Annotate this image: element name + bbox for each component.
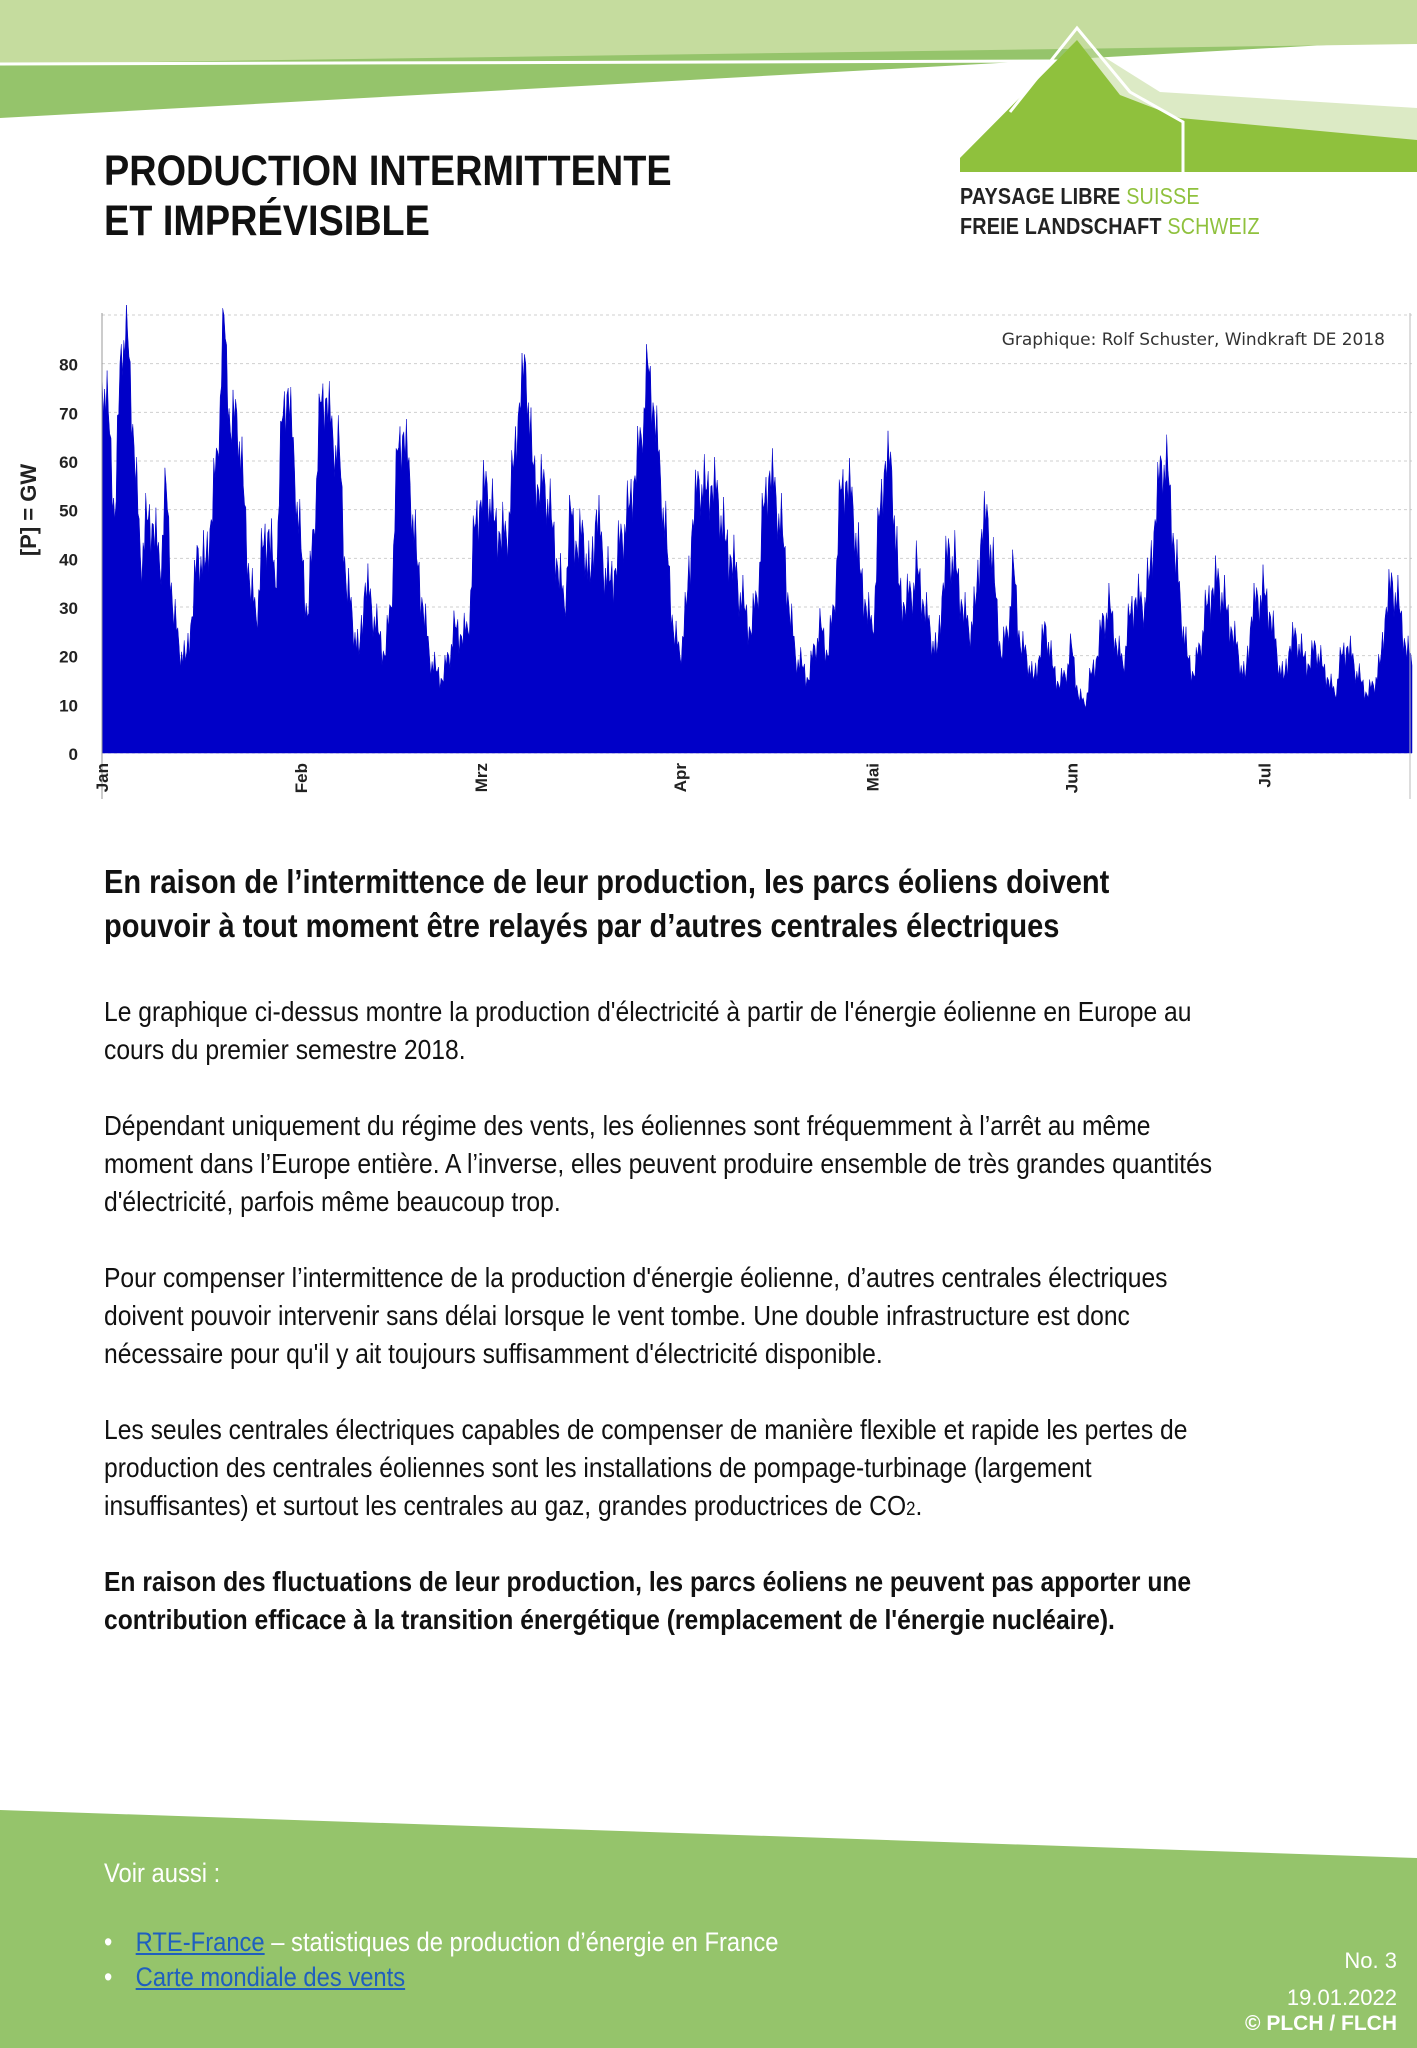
- see-also-item-rte: [104, 1927, 778, 1958]
- see-also-item-description: – statistiques de production d’énergie en France: [264, 1927, 779, 1957]
- see-also-item-wind-map: [104, 1962, 405, 1993]
- y-tick-label: 60: [59, 453, 78, 472]
- logo-text-accent: SCHWEIZ: [1167, 213, 1260, 239]
- wind-map-link[interactable]: Carte mondiale des vents: [135, 1962, 406, 1992]
- chart-x-tick-labels: [93, 763, 1274, 794]
- y-tick-label: 0: [68, 745, 78, 764]
- footer-band: [0, 1800, 1417, 2048]
- wind-production-chart: [0, 305, 1417, 810]
- x-tick-label: Mai: [863, 763, 883, 792]
- logo-text-main: PAYSAGE LIBRE: [960, 183, 1121, 209]
- body-paragraph-4-end: .: [915, 1490, 923, 1521]
- logo-text-main: FREIE LANDSCHAFT: [960, 213, 1162, 239]
- chart-area-series: [102, 305, 1412, 753]
- see-also-title: Voir aussi :: [104, 1858, 221, 1888]
- page-title-line1: PRODUCTION INTERMITTENTE: [104, 147, 672, 195]
- wind-power-area: [102, 305, 1412, 753]
- logo-text-accent: SUISSE: [1126, 183, 1200, 209]
- co2-subscript: 2: [906, 1499, 916, 1520]
- body-paragraph-2: Dépendant uniquement du régime des vents, les éoliennes sont fréquemment à l’arrêt au même moment dans l’Europe entière. A l’inverse, elles peuvent produire ensemble de très grandes quantités d'électricité, parfois même beaucoup trop.: [104, 1110, 1213, 1217]
- y-tick-label: 30: [59, 599, 78, 618]
- x-tick-label: Feb: [292, 763, 312, 794]
- page-title: [104, 146, 672, 246]
- chart-y-axis-label: [P] = GW: [16, 463, 41, 557]
- bullet: •: [104, 1962, 113, 1992]
- logo-text-line1: [960, 181, 1200, 212]
- y-tick-label: 80: [59, 355, 78, 375]
- y-tick-label: 50: [59, 501, 78, 521]
- body-paragraph-4: [104, 1411, 1239, 1529]
- y-tick-label: 70: [59, 404, 78, 424]
- body-paragraph-3: Pour compenser l’intermittence de la production d'énergie éolienne, d’autres centrales électriques doivent pouvoir intervenir sans délai lorsque le vent tombe. Une double infrastructure est donc nécessaire pour qu'il y ait toujours suffisamment d'électricité disponible.: [104, 1262, 1168, 1369]
- x-tick-label: Jan: [93, 763, 112, 793]
- document-date: 19.01.2022: [1286, 1985, 1397, 2010]
- body-paragraph-4-text: Les seules centrales électriques capables de compenser de manière flexible et rapide les pertes de production des centrales éoliennes sont les installations de pompage-turbinage (largement insuffisantes) et surtout les centrales au gaz, grandes productrices de CO: [104, 1414, 1188, 1521]
- x-tick-label: Mrz: [471, 763, 491, 793]
- body-paragraph-conclusion: En raison des fluctuations de leur production, les parcs éoliens ne peuvent pas apporter une contribution efficace à la transition énergétique (remplacement de l'énergie nucléaire).: [104, 1566, 1192, 1635]
- chart-source-note: Graphique: Rolf Schuster, Windkraft DE 2018: [1001, 330, 1385, 350]
- y-tick-label: 40: [59, 550, 78, 570]
- body-paragraph-1: Le graphique ci-dessus montre la production d'électricité à partir de l'énergie éolienne en Europe au cours du premier semestre 2018.: [104, 996, 1192, 1065]
- x-tick-label: Jun: [1062, 763, 1082, 794]
- logo-text-line2: [960, 211, 1260, 242]
- copyright: © PLCH / FLCH: [1245, 2012, 1397, 2035]
- section-headline: En raison de l’intermittence de leur production, les parcs éoliens doivent pouvoir à tout moment être relayés par d’autres centrales électriques: [104, 863, 1110, 944]
- document-number: No. 3: [1344, 1948, 1397, 1973]
- x-tick-label: Apr: [670, 763, 690, 793]
- chart-y-tick-labels: [59, 356, 78, 764]
- rte-france-link[interactable]: RTE-France: [135, 1927, 265, 1957]
- x-tick-label: Jul: [1255, 763, 1275, 788]
- y-tick-label: 20: [59, 647, 78, 667]
- page-title-line2: ET IMPRÉVISIBLE: [104, 197, 430, 245]
- bullet: •: [104, 1927, 113, 1957]
- y-tick-label: 10: [59, 696, 78, 716]
